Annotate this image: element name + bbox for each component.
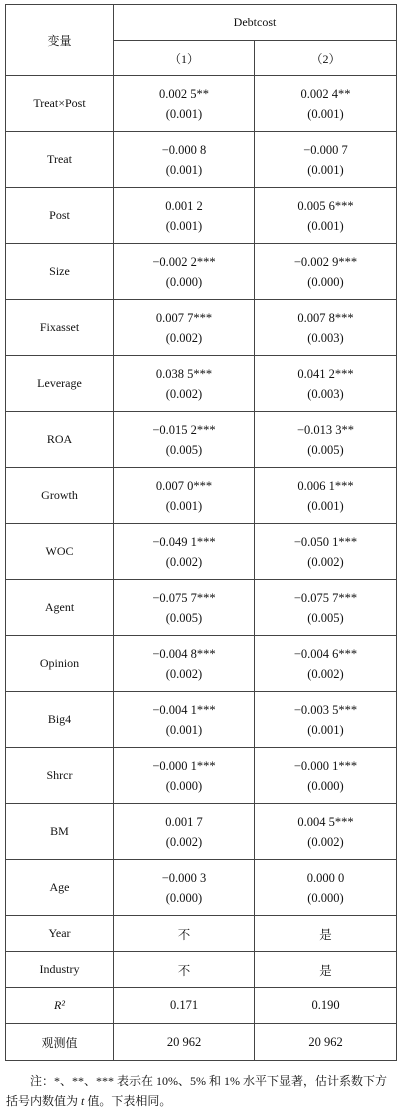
table-row [6,468,397,524]
coefficient: −0.050 1*** [293,534,358,549]
standard-error: (0.005) [307,610,344,625]
table-row [6,860,397,916]
coefficient: −0.049 1*** [152,534,216,549]
standard-error: (0.003) [307,330,344,345]
coefficient: −0.000 3 [161,870,207,885]
standard-error: (0.001) [307,498,344,513]
coefficient: 0.038 5*** [155,366,213,381]
standard-error: (0.001) [165,106,203,121]
estimate-cell-col2 [255,580,397,636]
standard-error: (0.001) [165,722,203,737]
table-row [6,748,397,804]
variable-name: WOC [6,524,114,580]
estimate-cell-col2 [255,188,397,244]
variable-name: Big4 [6,692,114,748]
coefficient: −0.000 7 [303,142,348,157]
standard-error: (0.000) [307,778,344,793]
estimate-cell-col2 [255,748,397,804]
standard-error: (0.000) [165,778,203,793]
variable-header: 变量 [6,5,114,76]
standard-error: (0.002) [165,834,203,849]
estimate-cell-col2 [255,132,397,188]
table-row [6,692,397,748]
control-row [6,988,397,1024]
dependent-variable-header: Debtcost [114,5,397,41]
table-row [6,804,397,860]
coefficient: 0.001 7 [165,814,203,829]
control-value-col2: 0.190 [255,988,397,1024]
variable-name: Growth [6,468,114,524]
table-row [6,244,397,300]
table-row [6,188,397,244]
variable-name: Fixasset [6,300,114,356]
table-row [6,524,397,580]
variable-name: Treat×Post [6,76,114,132]
standard-error: (0.005) [165,442,203,457]
standard-error: (0.002) [307,666,344,681]
standard-error: (0.005) [165,610,203,625]
coefficient: −0.004 8*** [152,646,216,661]
standard-error: (0.002) [307,554,344,569]
standard-error: (0.002) [165,666,203,681]
control-value-col1: 不 [114,952,255,988]
estimate-cell-col2 [255,356,397,412]
control-row [6,916,397,952]
coefficient: 0.007 0*** [155,478,213,493]
variable-name: Post [6,188,114,244]
coefficient: −0.013 3** [296,422,355,437]
standard-error: (0.000) [307,274,344,289]
estimate-cell-col2 [255,692,397,748]
note-t-symbol: t [81,1094,85,1108]
coefficient: 0.002 5** [159,86,209,101]
estimate-cell-col2 [255,804,397,860]
coefficient: −0.075 7*** [152,590,216,605]
estimate-cell-col1 [114,860,255,916]
table-note [6,1071,396,1111]
table-row [6,132,397,188]
estimate-cell-col1 [114,356,255,412]
estimate-cell-col2 [255,412,397,468]
estimate-cell-col2 [255,524,397,580]
table-row [6,636,397,692]
standard-error: (0.002) [307,834,344,849]
standard-error: (0.001) [307,162,344,177]
estimate-cell-col1 [114,748,255,804]
estimate-cell-col2 [255,860,397,916]
variable-name: Treat [6,132,114,188]
regression-table [5,4,397,1061]
header-row-1 [6,5,397,41]
coefficient: −0.075 7*** [293,590,358,605]
coefficient: 0.001 2 [165,198,203,213]
variable-name: Shrcr [6,748,114,804]
standard-error: (0.001) [307,218,344,233]
estimate-cell-col1 [114,804,255,860]
control-value-col2: 是 [255,952,397,988]
estimate-cell-col2 [255,300,397,356]
control-value-col1: 20 962 [114,1024,255,1061]
standard-error: (0.002) [165,386,203,401]
estimate-cell-col1 [114,412,255,468]
estimate-cell-col1 [114,132,255,188]
control-variable-name: 观测值 [6,1024,114,1061]
variable-name: Leverage [6,356,114,412]
variable-name: Opinion [6,636,114,692]
standard-error: (0.002) [165,554,203,569]
coefficient: −0.003 5*** [293,702,358,717]
variable-name: Age [6,860,114,916]
estimate-cell-col1 [114,580,255,636]
coefficient: −0.002 2*** [152,254,216,269]
standard-error: (0.000) [165,890,203,905]
control-variable-name: Year [6,916,114,952]
table-row [6,76,397,132]
standard-error: (0.000) [307,890,344,905]
standard-error: (0.001) [165,218,203,233]
variable-name: ROA [6,412,114,468]
column-2-header: （2） [255,41,397,76]
coefficient: −0.000 1*** [152,758,216,773]
coefficient: −0.002 9*** [293,254,358,269]
control-value-col1: 不 [114,916,255,952]
estimate-cell-col1 [114,76,255,132]
coefficient: 0.041 2*** [297,366,354,381]
note-text-2: 值。下表相同。 [84,1094,172,1108]
variable-name: Agent [6,580,114,636]
coefficient: 0.006 1*** [297,478,354,493]
control-row [6,1024,397,1061]
coefficient: −0.000 1*** [293,758,358,773]
estimate-cell-col1 [114,188,255,244]
column-1-header: （1） [114,41,255,76]
estimate-cell-col2 [255,636,397,692]
table-row [6,412,397,468]
standard-error: (0.005) [307,442,344,457]
estimate-cell-col2 [255,468,397,524]
coefficient: −0.000 8 [161,142,207,157]
standard-error: (0.003) [307,386,344,401]
coefficient: −0.004 1*** [152,702,216,717]
standard-error: (0.001) [307,722,344,737]
control-value-col2: 是 [255,916,397,952]
coefficient: 0.005 6*** [297,198,354,213]
estimate-cell-col1 [114,244,255,300]
estimate-cell-col1 [114,300,255,356]
standard-error: (0.001) [165,162,203,177]
standard-error: (0.002) [165,330,203,345]
coefficient: −0.004 6*** [293,646,358,661]
estimate-cell-col2 [255,244,397,300]
table-row [6,356,397,412]
note-text-1: 注：*、**、*** 表示在 10%、5% 和 1% 水平下显著，估计系数下方括号内数值为 [6,1074,387,1108]
estimate-cell-col1 [114,692,255,748]
coefficient: 0.004 5*** [297,814,354,829]
coefficient: 0.002 4** [300,86,351,101]
standard-error: (0.001) [307,106,344,121]
table-row [6,300,397,356]
control-value-col1: 0.171 [114,988,255,1024]
table-row [6,580,397,636]
estimate-cell-col2 [255,76,397,132]
standard-error: (0.000) [165,274,203,289]
control-variable-name: Industry [6,952,114,988]
control-row [6,952,397,988]
coefficient: −0.015 2*** [152,422,216,437]
control-variable-name: R² [6,988,114,1024]
coefficient: 0.007 8*** [297,310,354,325]
estimate-cell-col1 [114,636,255,692]
coefficient: 0.007 7*** [155,310,213,325]
standard-error: (0.001) [165,498,203,513]
control-value-col2: 20 962 [255,1024,397,1061]
estimate-cell-col1 [114,468,255,524]
estimate-cell-col1 [114,524,255,580]
variable-name: BM [6,804,114,860]
coefficient: 0.000 0 [306,870,345,885]
variable-name: Size [6,244,114,300]
